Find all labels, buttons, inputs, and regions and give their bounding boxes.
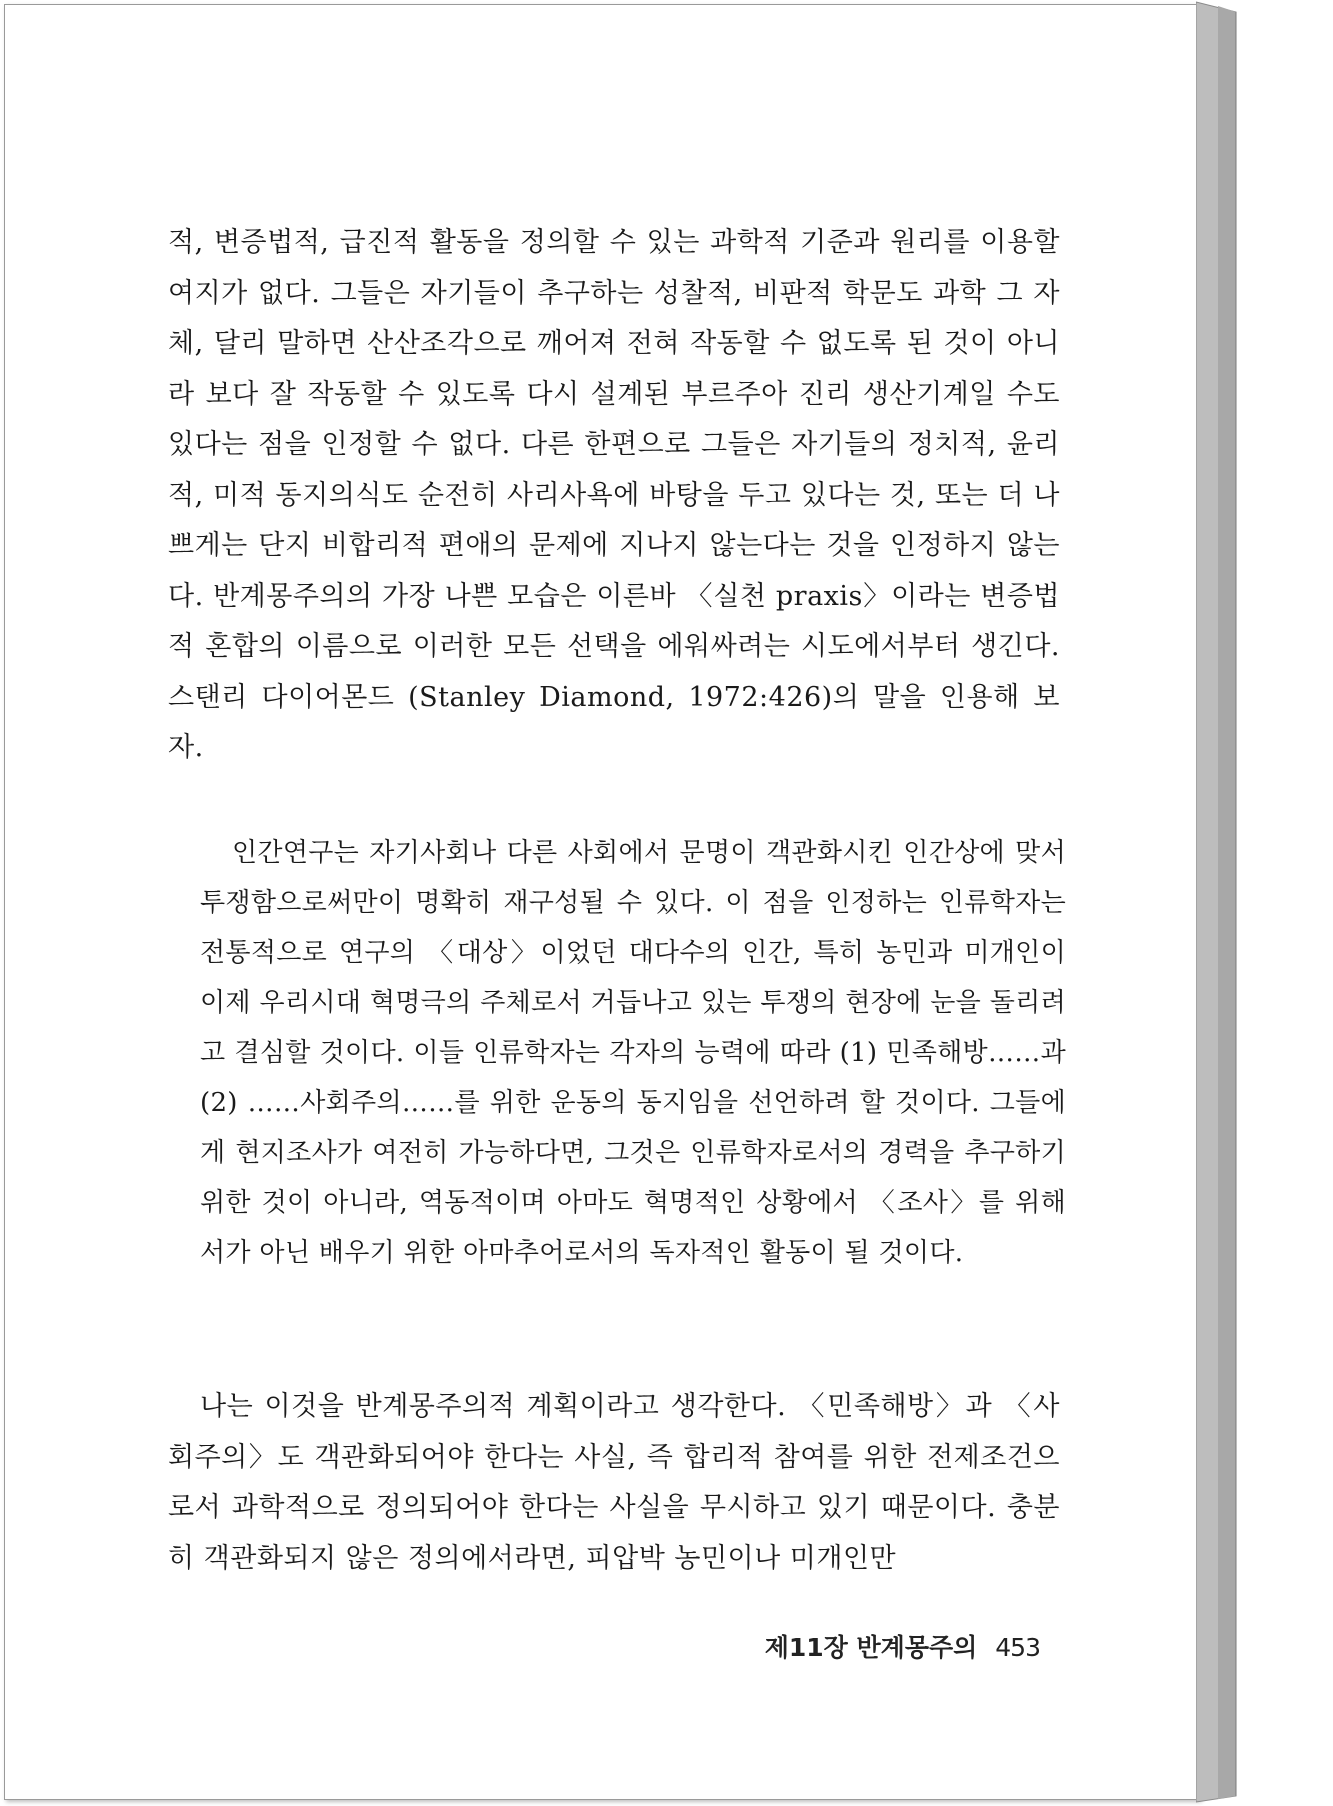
body-paragraph-2: 나는 이것을 반계몽주의적 계획이라고 생각한다. 〈민족해방〉과 〈사회주의〉도 객관화되어야 한다는 사실, 즉 합리적 참여를 위한 전제조건으로서 과학적으로 정의되어야 한다는 사실을 무시하고 있기 때문이다. 충분히 객관화되지 않은 정의에서라면, 피압박 농민이나 미개인만 [168,1391,1060,1574]
page-stack-edge [1196,0,1333,1806]
page-footer [700,1628,1040,1664]
page-number: 453 [995,1633,1040,1662]
chapter-title: 제11장 반계몽주의 [764,1633,978,1662]
block-quote: 인간연구는 자기사회나 다른 사회에서 문명이 객관화시킨 인간상에 맞서 투쟁함으로써만이 명확히 재구성될 수 있다. 이 점을 인정하는 인류학자는 전통적으로 연구의 〈대상〉이었던 대다수의 인간, 특히 농민과 미개인이 이제 우리시대 혁명극의 주체로서 거듭나고 있는 투쟁의 현장에 눈을 돌리려고 결심할 것이다. 이들 인류학자는 각자의 능력에 따라 (1) 민족해방……과 (2) ……사회주의……를 위한 운동의 동지임을 선언하려 할 것이다. 그들에게 현지조사가 여전히 가능하다면, 그것은 인류학자로서의 경력을 추구하기 위한 것이 아니라, 역동적이며 아마도 혁명적인 상황에서 〈조사〉를 위해서가 아닌 배우기 위한 아마추어로서의 독자적인 활동이 될 것이다. [200,838,1066,1268]
body-paragraph-1: 적, 변증법적, 급진적 활동을 정의할 수 있는 과학적 기준과 원리를 이용할 여지가 없다. 그들은 자기들이 추구하는 성찰적, 비판적 학문도 과학 그 자체, 달리 말하면 산산조각으로 깨어져 전혀 작동할 수 없도록 된 것이 아니라 보다 잘 작동할 수 있도록 다시 설계된 부르주아 진리 생산기계일 수도 있다는 점을 인정할 수 없다. 다른 한편으로 그들은 자기들의 정치적, 윤리적, 미적 동지의식도 순전히 사리사욕에 바탕을 두고 있다는 것, 또는 더 나쁘게는 단지 비합리적 편애의 문제에 지나지 않는다는 것을 인정하지 않는다. 반계몽주의의 가장 나쁜 모습은 이른바 〈실천 praxis〉이라는 변증법적 혼합의 이름으로 이러한 모든 선택을 에워싸려는 시도에서부터 생긴다. 스탠리 다이어몬드 (Stanley Diamond, 1972:426)의 말을 인용해 보자. [168,227,1060,763]
